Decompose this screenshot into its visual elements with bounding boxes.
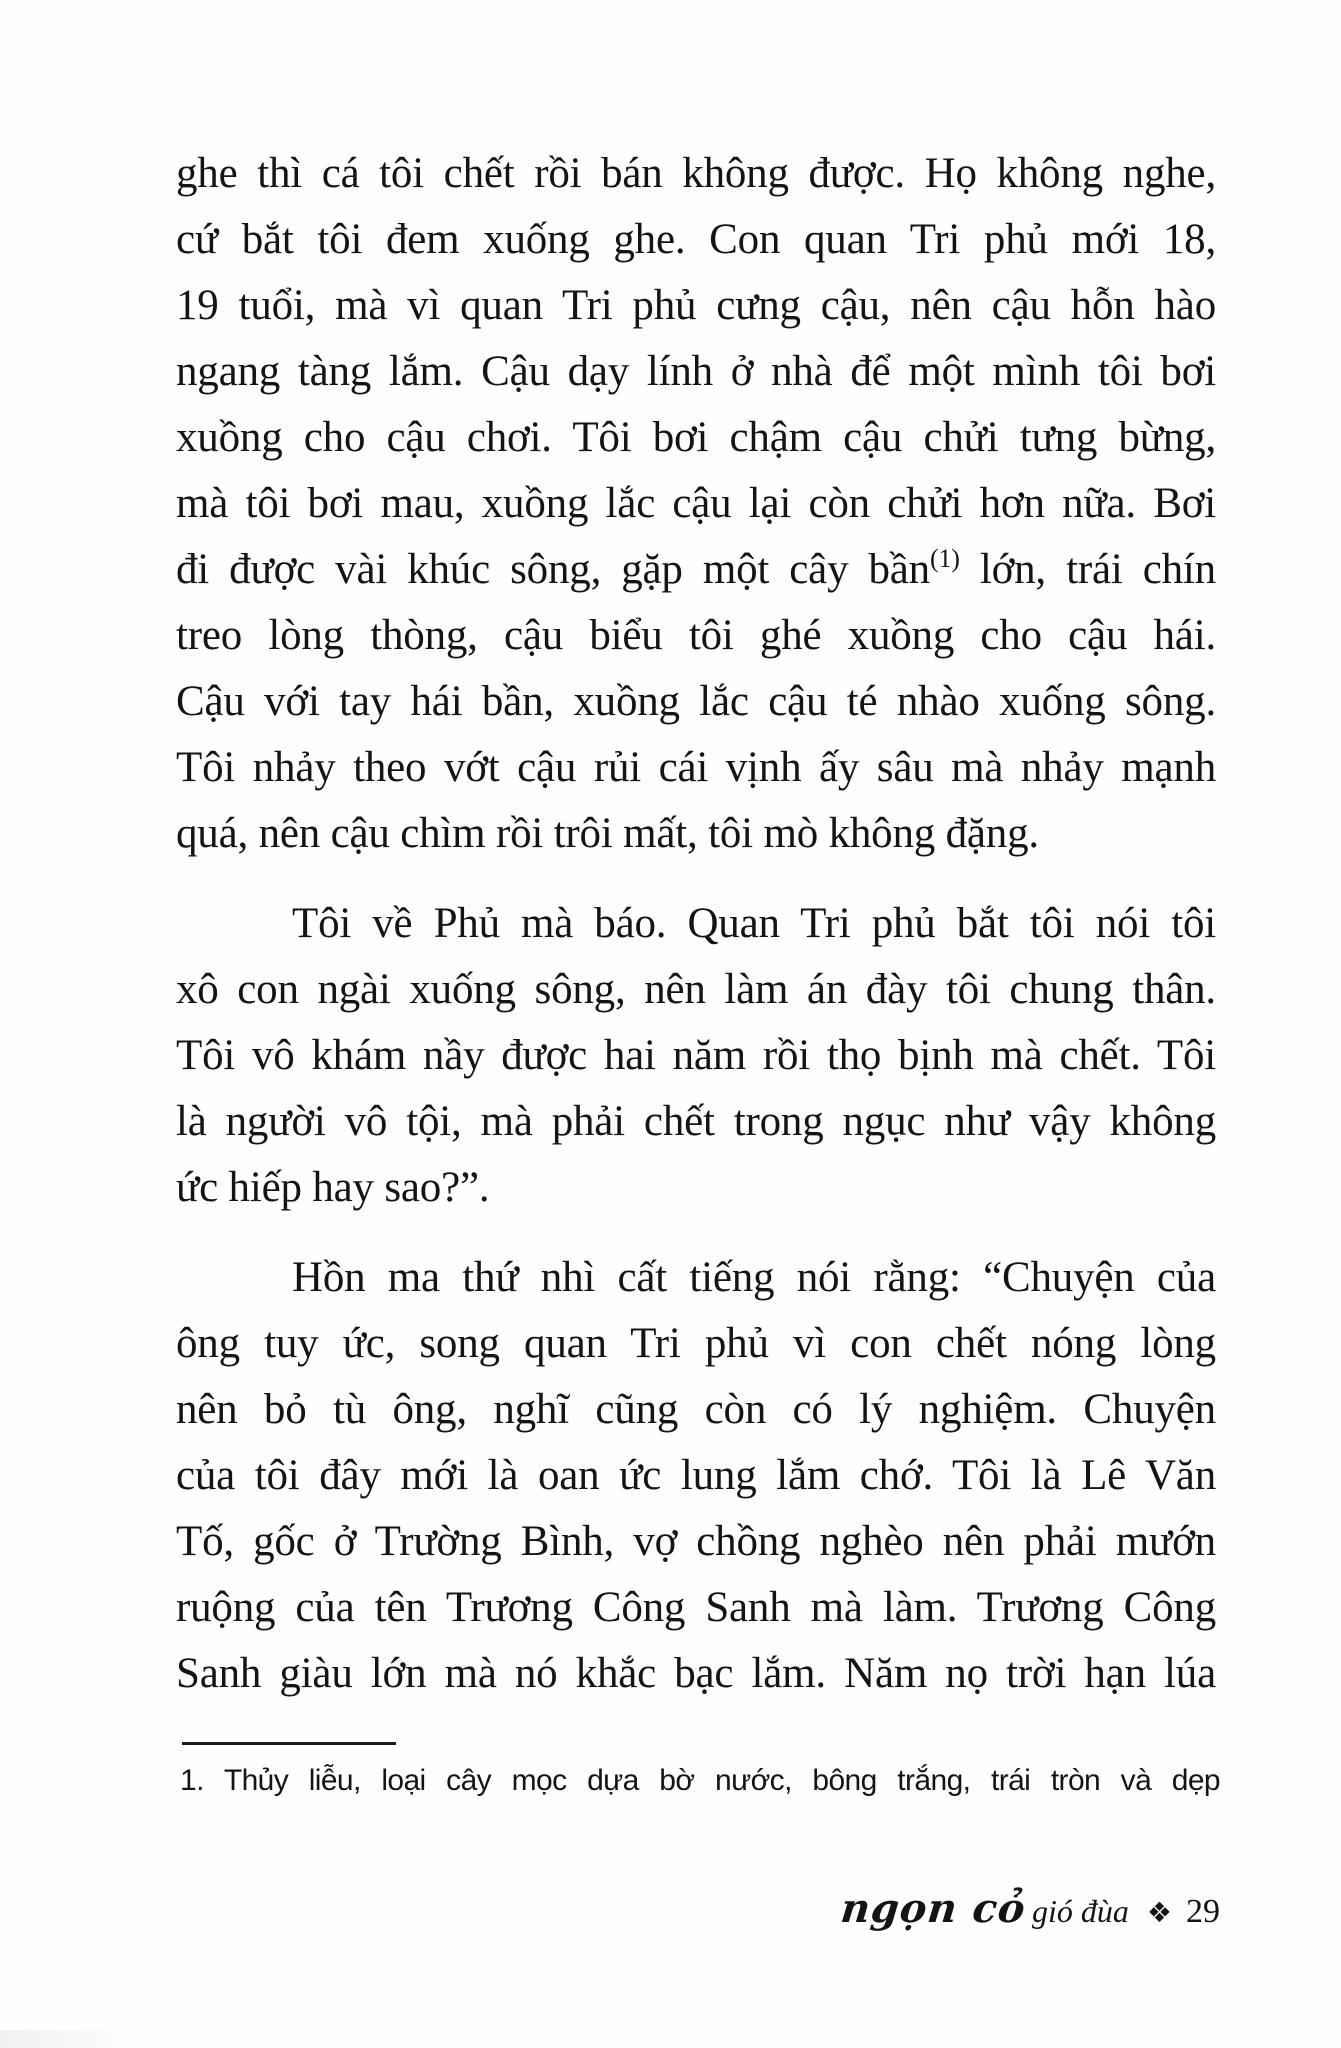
text-line: Tố, gốc ở Trường Bình, vợ chồng nghèo nên phải mướn [176,1518,1216,1565]
text-segment: lớn, trái chín [959,546,1216,593]
text-line: quá, nên cậu chìm rồi trôi mất, tôi mò không đặng. [176,810,1039,857]
text-line: cứ bắt tôi đem xuống ghe. Con quan Tri phủ mới 18, [176,216,1216,263]
paragraph-3 [176,1245,1216,1707]
text-line: Cậu với tay hái bần, xuồng lắc cậu té nhào xuống sông. [176,678,1216,725]
text-line: của tôi đây mới là oan ức lung lắm chớ. Tôi là Lê Văn [176,1452,1216,1499]
footnote-divider [182,1742,396,1745]
paragraph-1 [176,141,1216,867]
text-line: nên bỏ tù ông, nghĩ cũng còn có lý nghiệm. Chuyện [176,1386,1216,1433]
running-footer [790,1885,1220,1955]
book-title-logo: ngọn cỏ [838,1885,1029,1932]
text-line: xô con ngài xuống sông, nên làm án đày tôi chung thân. [176,966,1216,1013]
text-line: ông tuy ức, song quan Tri phủ vì con chết nóng lòng [176,1320,1216,1367]
book-title-subtitle: gió đùa [1032,1893,1129,1929]
text-line: Hồn ma thứ nhì cất tiếng nói rằng: “Chuyện của [292,1254,1216,1301]
text-line: ức hiếp hay sao?”. [176,1164,490,1211]
text-line: ngang tàng lắm. Cậu dạy lính ở nhà để một mình tôi bơi [176,348,1216,395]
diamond-ornament-icon: ❖ [1146,1896,1172,1929]
text-line: Tôi nhảy theo vớt cậu rủi cái vịnh ấy sâu mà nhảy mạnh [176,744,1216,791]
text-line: là người vô tội, mà phải chết trong ngục như vậy không [176,1098,1216,1145]
footnote-reference[interactable]: (1) [929,544,960,573]
text-line: ghe thì cá tôi chết rồi bán không được. Họ không nghe, [176,150,1216,197]
text-line: Sanh giàu lớn mà nó khắc bạc lắm. Năm nọ trời hạn lúa [176,1650,1216,1697]
text-line: ruộng của tên Trương Công Sanh mà làm. Trương Công [176,1584,1216,1631]
text-line: xuồng cho cậu chơi. Tôi bơi chậm cậu chửi tưng bừng, [176,414,1216,461]
text-line-with-footnote-ref [176,537,1216,603]
scan-smudge [0,2030,140,2048]
body-text [176,141,1216,1731]
text-line: 19 tuổi, mà vì quan Tri phủ cưng cậu, nên cậu hỗn hào [176,282,1216,329]
footnote: 1. Thủy liễu, loại cây mọc dựa bờ nước, bông trắng, trái tròn và dẹp [180,1764,1220,1797]
text-line: Tôi vô khám nầy được hai năm rồi thọ bịnh mà chết. Tôi [176,1032,1216,1079]
text-line: mà tôi bơi mau, xuồng lắc cậu lại còn chửi hơn nữa. Bơi [176,480,1216,527]
text-line: treo lòng thòng, cậu biểu tôi ghé xuồng cho cậu hái. [176,612,1216,659]
paragraph-2 [176,891,1216,1221]
text-segment: đi được vài khúc sông, gặp một cây bần [176,546,930,593]
page-number: 29 [1186,1893,1220,1930]
text-line: Tôi về Phủ mà báo. Quan Tri phủ bắt tôi nói tôi [292,900,1216,947]
